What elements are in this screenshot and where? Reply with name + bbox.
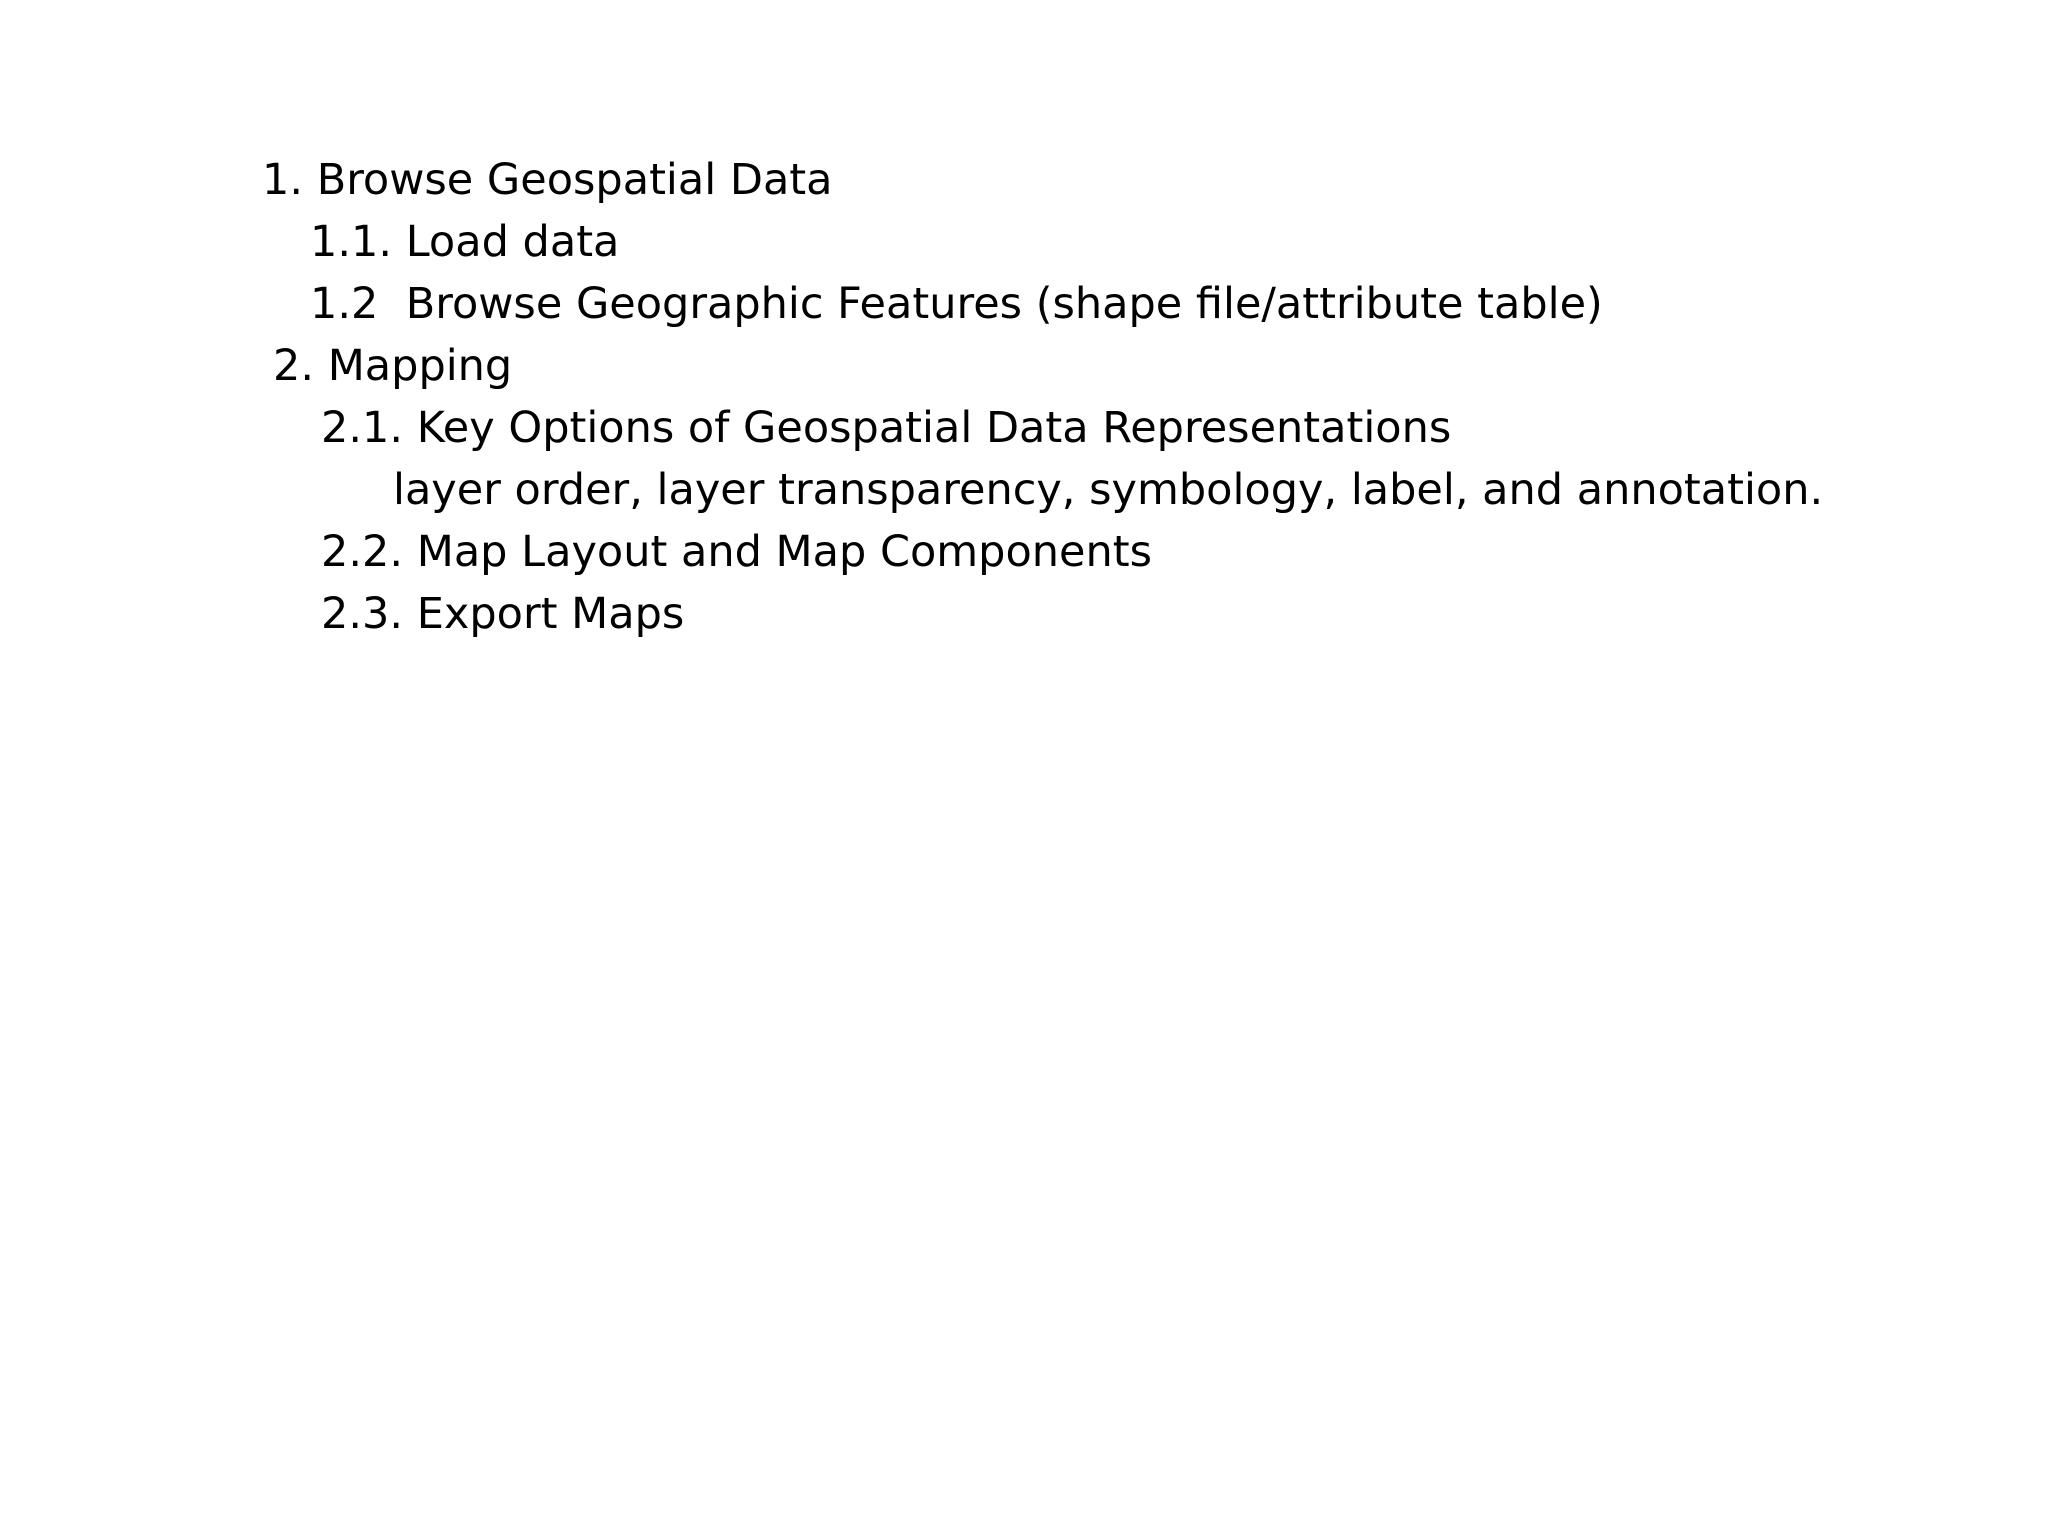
outline-item-mapping: 2. Mapping [273,341,513,391]
outline-item-key-options-detail: layer order, layer transparency, symbology, label, and annotation. [393,465,1824,515]
outline-item-export-maps: 2.3. Export Maps [321,589,685,639]
outline-item-key-options: 2.1. Key Options of Geospatial Data Representations [321,403,1452,453]
outline-item-load-data: 1.1. Load data [310,217,620,267]
outline-item-browse-geospatial-data: 1. Browse Geospatial Data [262,155,833,205]
outline-item-browse-geographic-features: 1.2 Browse Geographic Features (shape file/attribute table) [310,279,1603,329]
outline-item-map-layout: 2.2. Map Layout and Map Components [321,527,1153,577]
